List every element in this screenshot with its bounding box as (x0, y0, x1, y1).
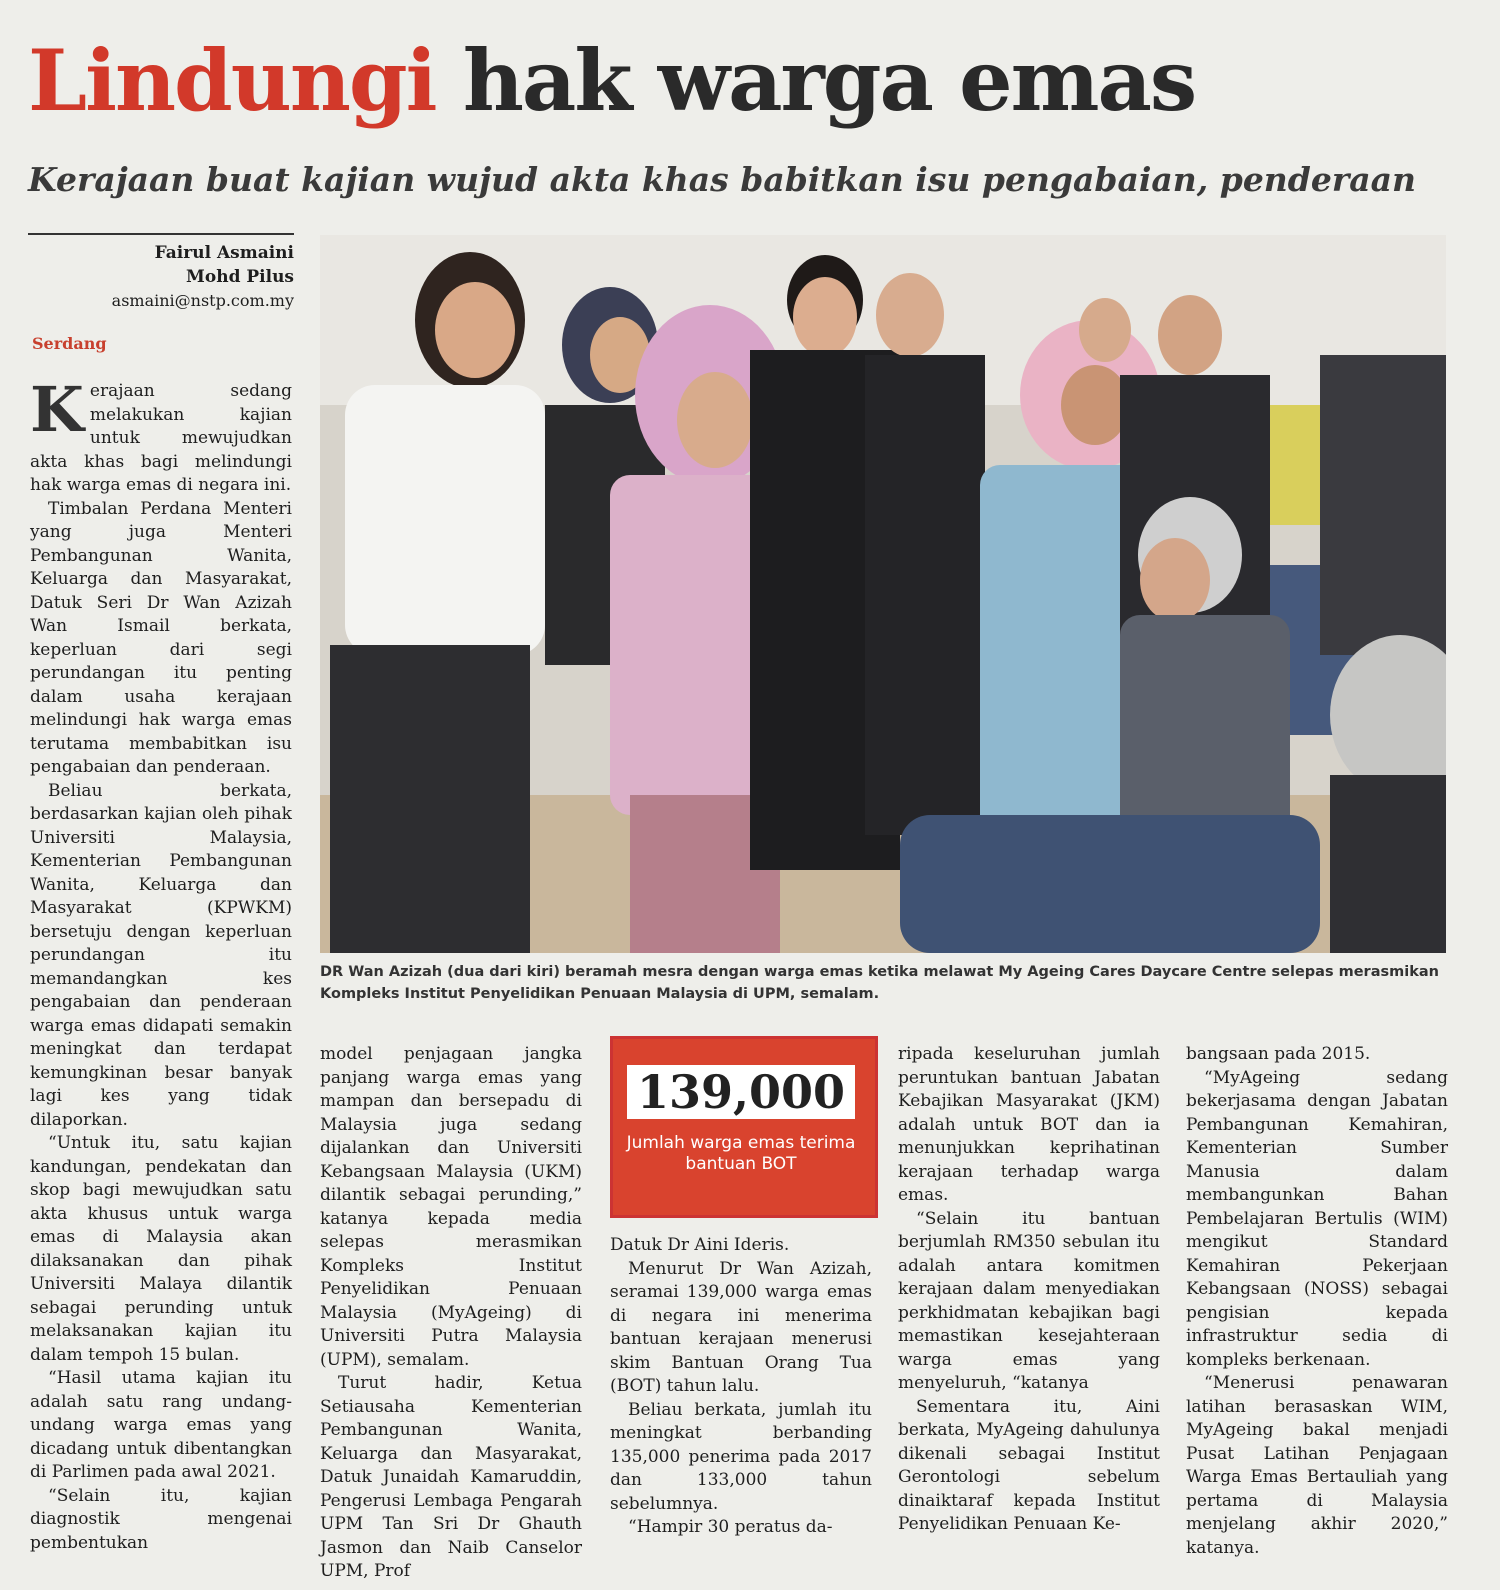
drop-cap: K (30, 373, 84, 446)
article-column-4 (898, 1043, 1160, 1537)
news-photo (320, 235, 1446, 953)
article-column-1 (30, 373, 292, 1555)
paragraph: Beliau berkata, berdasarkan kajian oleh pihak Universiti Malaysia, Kementerian Pembangunan Wanita, Keluarga dan Masyarakat (KPWKM) bersetuju dengan keperluan perundangan itu memandangkan kes pengabaian dan penderaan warga emas didapati semakin meningkat dan terdapat kemungkinan besar banyak lagi kes yang tidak dilaporkan. (30, 780, 292, 1130)
paragraph: “Selain itu, kajian diagnostik mengenai pembentukan (30, 1485, 292, 1553)
paragraph: model penjagaan jangka panjang warga emas yang mampan dan bersepadu di Malaysia juga sedang dijalankan dan Universiti Kebangsaan Malaysia (UKM) dilantik sebagai perunding,” katanya kepada media selepas merasmikan Kompleks Institut Penyelidikan Penuaan Malaysia (MyAgeing) di Universiti Putra Malaysia (UPM), semalam. (320, 1044, 582, 1370)
article-column-2 (320, 1043, 582, 1584)
paragraph: bangsaan pada 2015. (1186, 1044, 1371, 1064)
paragraph: Datuk Dr Aini Ideris. (610, 1235, 790, 1255)
photo-illustration (320, 235, 1446, 953)
byline (28, 233, 294, 313)
photo-caption: DR Wan Azizah (dua dari kiri) beramah mesra dengan warga emas ketika melawat My Ageing Cares Daycare Centre selepas merasmikan Kompleks Institut Penyelidikan Penuaan Malaysia di UPM, semalam. (320, 964, 1439, 1002)
headline-part2: hak warga emas (462, 31, 1196, 130)
article-column-5 (1186, 1043, 1448, 1560)
paragraph: Menurut Dr Wan Azizah, seramai 139,000 warga emas di negara ini menerima bantuan kerajaan menerusi skim Bantuan Orang Tua (BOT) tahun lalu. (610, 1258, 872, 1396)
paragraph: “Hampir 30 peratus da- (628, 1517, 833, 1537)
headline (28, 22, 1478, 140)
paragraph: “Menerusi penawaran latihan berasaskan WIM, MyAgeing bakal menjadi Pusat Latihan Penjagaan Warga Emas Bertauliah yang pertama di Malaysia menjelang akhir 2020,” katanya. (1186, 1373, 1448, 1558)
paragraph: “Untuk itu, satu kajian kandungan, pendekatan dan skop bagi mewujudkan satu akta khusus untuk warga emas di Malaysia akan dilaksanakan dan pihak Universiti Malaya dilantik sebagai perunding untuk melaksanakan kajian itu dalam tempoh 15 bulan. (30, 1133, 292, 1365)
article-column-3 (610, 1234, 872, 1540)
stat-label: Jumlah warga emas terima bantuan BOT (626, 1133, 856, 1174)
author-name-1: Fairul Asmaini (154, 243, 294, 263)
subheadline: Kerajaan buat kajian wujud akta khas babitkan isu pengabaian, penderaan (28, 160, 1417, 199)
paragraph: Timbalan Perdana Menteri yang juga Menteri Pembangunan Wanita, Keluarga dan Masyarakat, Datuk Seri Dr Wan Azizah Wan Ismail berkata, keperluan dari segi perundangan itu penting dalam usaha kerajaan melindungi hak warga emas terutama membabitkan isu pengabaian dan penderaan. (30, 498, 292, 777)
paragraph: Sementara itu, Aini berkata, MyAgeing dahulunya dikenali sebagai Institut Gerontologi sebelum dinaiktaraf kepada Institut Penyelidikan Penuaan Ke- (898, 1396, 1160, 1534)
headline-part1: Lindungi (28, 31, 436, 130)
author-email: asmaini@nstp.com.my (111, 291, 294, 310)
paragraph: “Hasil utama kajian itu adalah satu rang undang-undang warga emas yang dicadang untuk dibentangkan di Parlimen pada awal 2021. (30, 1368, 292, 1482)
paragraph: ripada keseluruhan jumlah peruntukan bantuan Jabatan Kebajikan Masyarakat (JKM) adalah untuk BOT dan ia menunjukkan keprihatinan kerajaan terhadap warga emas. (898, 1044, 1160, 1205)
author-name-2: Mohd Pilus (186, 267, 294, 287)
dateline: Serdang (32, 334, 107, 353)
paragraph: “Selain itu bantuan berjumlah RM350 sebulan itu adalah antara komitmen kerajaan dalam menyediakan perkhidmatan kebajikan bagi memastikan kesejahteraan warga emas yang menyeluruh, “katanya (898, 1208, 1160, 1393)
paragraph: Beliau berkata, jumlah itu meningkat berbanding 135,000 penerima pada 2017 dan 133,000 tahun sebelumnya. (610, 1399, 872, 1514)
paragraph: “MyAgeing sedang bekerjasama dengan Jabatan Pembangunan Kemahiran, Kementerian Sumber Manusia dalam membangunkan Bahan Pembelajaran Bertulis (WIM) mengikut Standard Kemahiran Pekerjaan Kebangsaan (NOSS) sebagai pengisian kepada infrastruktur sedia di kompleks berkenaan. (1186, 1067, 1448, 1370)
paragraph: erajaan sedang melakukan kajian untuk mewujudkan akta khas bagi melindungi hak warga emas di negara ini. (30, 381, 292, 495)
stat-box (610, 1036, 878, 1218)
paragraph: Turut hadir, Ketua Setiausaha Kementerian Pembangunan Wanita, Keluarga dan Masyarakat, Datuk Junaidah Kamaruddin, Pengerusi Lembaga Pengarah UPM Tan Sri Dr Ghauth Jasmon dan Naib Canselor UPM, Prof (320, 1373, 582, 1581)
stat-number: 139,000 (627, 1065, 855, 1119)
